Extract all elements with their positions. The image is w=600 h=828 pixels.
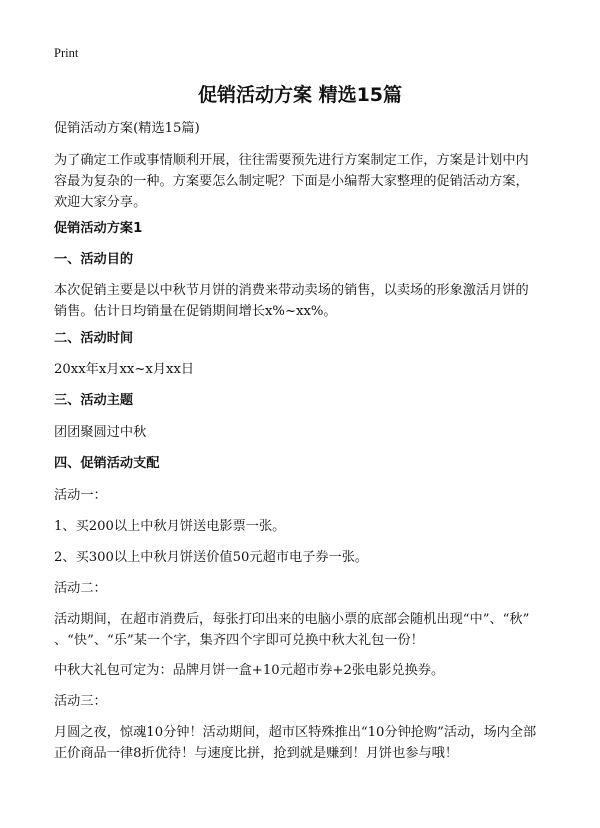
activity-1-item-1: 1、买200以上中秋月饼送电影票一张。 bbox=[54, 519, 286, 534]
theme-text: 团团聚圆过中秋 bbox=[54, 425, 147, 440]
activity-2-line-2: 、“快”、“乐”某一个字，集齐四个字即可兑换中秋大礼包一份！ bbox=[54, 633, 424, 648]
purpose-line-1: 本次促销主要是以中秋节月饼的消费来带动卖场的销售，以卖场的形象激活月饼的 bbox=[54, 283, 529, 298]
intro-line-3: 欢迎大家分享。 bbox=[54, 195, 147, 210]
activity-3-line-2: 正价商品一律8折优待！与速度比拼，抢到就是赚到！月饼也参与哦！ bbox=[54, 746, 459, 761]
print-link[interactable]: Print bbox=[54, 46, 79, 60]
heading-purpose: 一、活动目的 bbox=[54, 252, 134, 267]
activity-2-line-1: 活动期间，在超市消费后，每张打印出来的电脑小票的底部会随机出现“中”、“秋” bbox=[54, 612, 530, 627]
document-title: 促销活动方案 精选15篇 bbox=[197, 84, 403, 106]
section-heading: 促销活动方案1 bbox=[54, 221, 143, 236]
activity-3-label: 活动三： bbox=[54, 694, 107, 709]
document-subtitle: 促销活动方案(精选15篇) bbox=[54, 121, 200, 136]
heading-time: 二、活动时间 bbox=[54, 331, 134, 346]
intro-line-1: 为了确定工作或事情顺利开展，往往需要预先进行方案制定工作，方案是计划中内 bbox=[54, 153, 529, 168]
activity-1-item-2: 2、买300以上中秋月饼送价值50元超市电子券一张。 bbox=[54, 550, 369, 565]
intro-line-2: 容最为复杂的一种。方案要怎么制定呢？下面是小编帮大家整理的促销活动方案， bbox=[54, 174, 529, 189]
purpose-line-2: 销售。估计日均销量在促销期间增长x%~xx%。 bbox=[54, 304, 337, 319]
activity-1-label: 活动一： bbox=[54, 488, 107, 503]
time-text: 20xx年x月xx~x月xx日 bbox=[54, 362, 195, 377]
heading-arrangement: 四、促销活动支配 bbox=[54, 456, 160, 471]
activity-2-gift: 中秋大礼包可定为：品牌月饼一盒+10元超市券+2张电影兑换券。 bbox=[54, 663, 445, 678]
activity-2-label: 活动二： bbox=[54, 581, 107, 596]
heading-theme: 三、活动主题 bbox=[54, 393, 134, 408]
activity-3-line-1: 月圆之夜，惊魂10分钟！活动期间，超市区特殊推出“10分钟抢购”活动，场内全部 bbox=[54, 725, 537, 740]
